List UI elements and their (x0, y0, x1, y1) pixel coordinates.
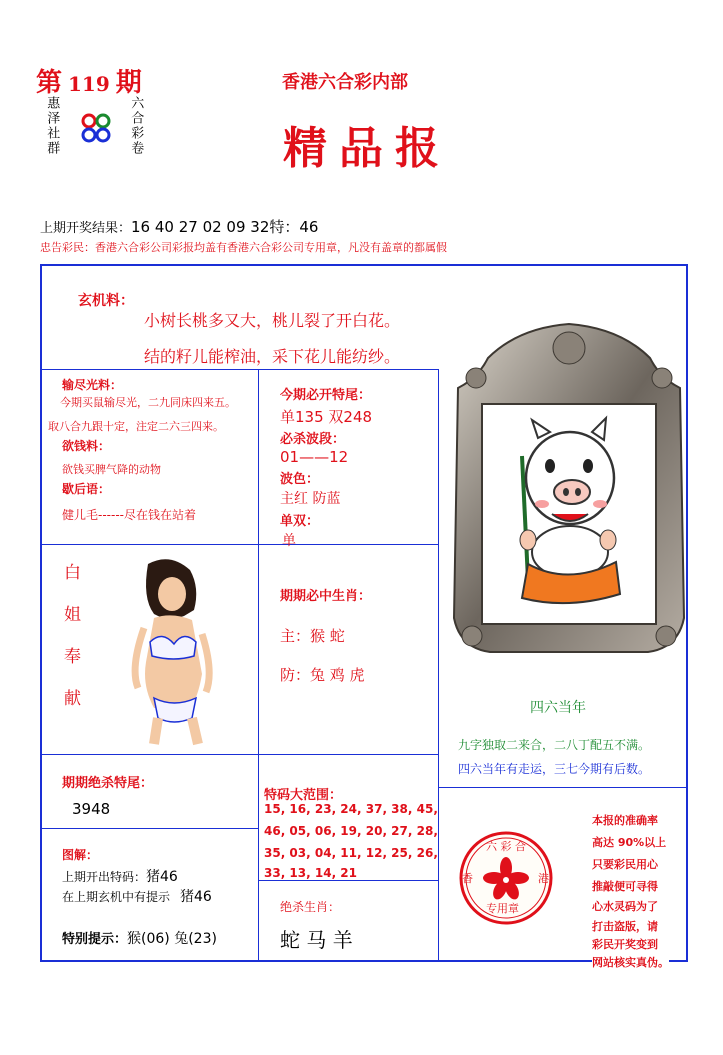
issue-digits: 119 (68, 72, 110, 96)
tujie-line2-label: 在上期玄机中有提示 (62, 890, 171, 904)
xuanji-line1: 小树长桃多又大，桃儿裂了开白花。 (144, 311, 401, 330)
tail-text: 单135 双248 (280, 408, 373, 426)
last-draw-numbers: 16 40 27 02 09 32特：46 (131, 218, 319, 236)
accuracy-line-7: 彩民开奖变到 (592, 938, 658, 951)
kill-tail-label: 期期绝杀特尾： (62, 776, 154, 791)
tujie-label: 图解： (62, 848, 99, 862)
warning-text: 忠告彩民：香港六合彩公司彩报均盖有香港六合彩公司专用章，凡没有盖章的都属假 (40, 241, 447, 254)
seal-left: 香 (462, 872, 473, 885)
model-char-1: 白 (64, 563, 81, 583)
wave-label: 必杀波段： (280, 432, 346, 447)
odd-label: 单双： (280, 514, 320, 529)
brand-right: 六合彩卷 (128, 96, 144, 156)
accuracy-line-8: 网站核实真伪。 (592, 956, 669, 969)
kill-tail-value: 3948 (72, 800, 111, 818)
xuanji-line2: 结的籽儿能榨油，采下花儿能纺纱。 (144, 347, 401, 366)
special-tip (62, 928, 217, 948)
model-char-2: 姐 (64, 605, 81, 625)
divider (258, 880, 438, 881)
divider (42, 369, 438, 370)
accuracy-line-1: 本报的准确率 (592, 814, 658, 827)
shujin-label: 输尽光料： (62, 378, 123, 392)
range-label: 特码大范围： (264, 788, 343, 803)
shujin-line2: 取八合九跟十定，注定二六三四来。 (48, 420, 224, 433)
divider (438, 369, 439, 961)
model-char-3: 奉 (64, 647, 81, 667)
big-title: 精品报 (283, 123, 451, 174)
tail-label: 今期必开特尾： (280, 388, 372, 403)
zodiac-main: 主：猴 蛇 (280, 627, 345, 645)
xiehou-text: 健儿毛------尽在钱在站着 (62, 508, 196, 522)
range-row-4: 33, 13, 14, 21 (264, 866, 358, 880)
seal-bottom: 专用章 (486, 902, 519, 915)
color-text: 主红 防蓝 (280, 491, 341, 507)
divider (258, 544, 259, 754)
headline: 香港六合彩内部 (282, 72, 408, 93)
accuracy-line-4: 推敲便可寻得 (592, 880, 658, 893)
zodiac-backup: 防：兔 鸡 虎 (280, 666, 365, 684)
issue-prefix: 第 (36, 68, 63, 98)
brand-left: 惠泽社群 (44, 96, 60, 156)
seal-right: 港 (538, 872, 549, 885)
xuanji-label: 玄机料： (78, 293, 134, 309)
xiehou-label: 歇后语： (62, 482, 111, 496)
divider (438, 787, 687, 788)
shujin-line1: 今期买鼠输尽光，二九同床四来五。 (60, 396, 236, 409)
issue-number (36, 62, 142, 99)
tujie-line1-label: 上期开出特码： (62, 870, 147, 884)
odd-text: 单 (282, 533, 296, 549)
tujie-line2 (62, 886, 212, 906)
right-text-line2: 四六当年有走运，三七今期有后数。 (458, 762, 651, 776)
tujie-line1 (62, 866, 178, 886)
special-value: 猴(06) 兔(23) (127, 931, 217, 947)
divider (42, 754, 438, 755)
accuracy-line-6: 打击盗版，请 (592, 920, 658, 933)
yuqian-text: 欲钱买脾气降的动物 (62, 463, 161, 476)
divider (42, 544, 438, 545)
divider (258, 369, 259, 544)
yuqian-label: 欲钱料： (62, 439, 111, 453)
range-row-2: 46, 05, 06, 19, 20, 27, 28, (264, 824, 438, 838)
ornate-frame-picture (448, 318, 690, 660)
seal-top: 六 彩 合 (486, 840, 526, 853)
divider (258, 754, 259, 961)
accuracy-line-5: 心水灵码为了 (592, 900, 658, 913)
tujie-line2-value: 猪46 (180, 889, 212, 905)
tujie-line1-value: 猪46 (146, 869, 178, 885)
wave-text: 01——12 (280, 448, 349, 466)
kill-zodiac-value: 蛇 马 羊 (280, 928, 353, 952)
last-draw (40, 216, 318, 237)
right-text-line1: 九字独取二来合，二八丁配五不满。 (458, 738, 651, 752)
color-label: 波色： (280, 472, 320, 487)
divider (42, 828, 258, 829)
zodiac-label: 期期必中生肖： (280, 589, 372, 604)
model-char-4: 献 (64, 689, 81, 709)
last-draw-label: 上期开奖结果： (40, 221, 132, 236)
model-photo (118, 558, 218, 744)
special-label: 特别提示： (62, 932, 128, 947)
accuracy-line-3: 只要彩民用心 (592, 858, 658, 871)
range-row-3: 35, 03, 04, 11, 12, 25, 26, (264, 846, 438, 860)
lottery-rings-logo (78, 110, 114, 146)
range-row-1: 15, 16, 23, 24, 37, 38, 45, (264, 802, 438, 816)
accuracy-line-2: 高达 90%以上 (592, 836, 667, 849)
kill-zodiac-label: 绝杀生肖： (280, 900, 341, 914)
issue-suffix: 期 (115, 68, 142, 98)
frame-caption: 四六当年 (530, 700, 586, 716)
